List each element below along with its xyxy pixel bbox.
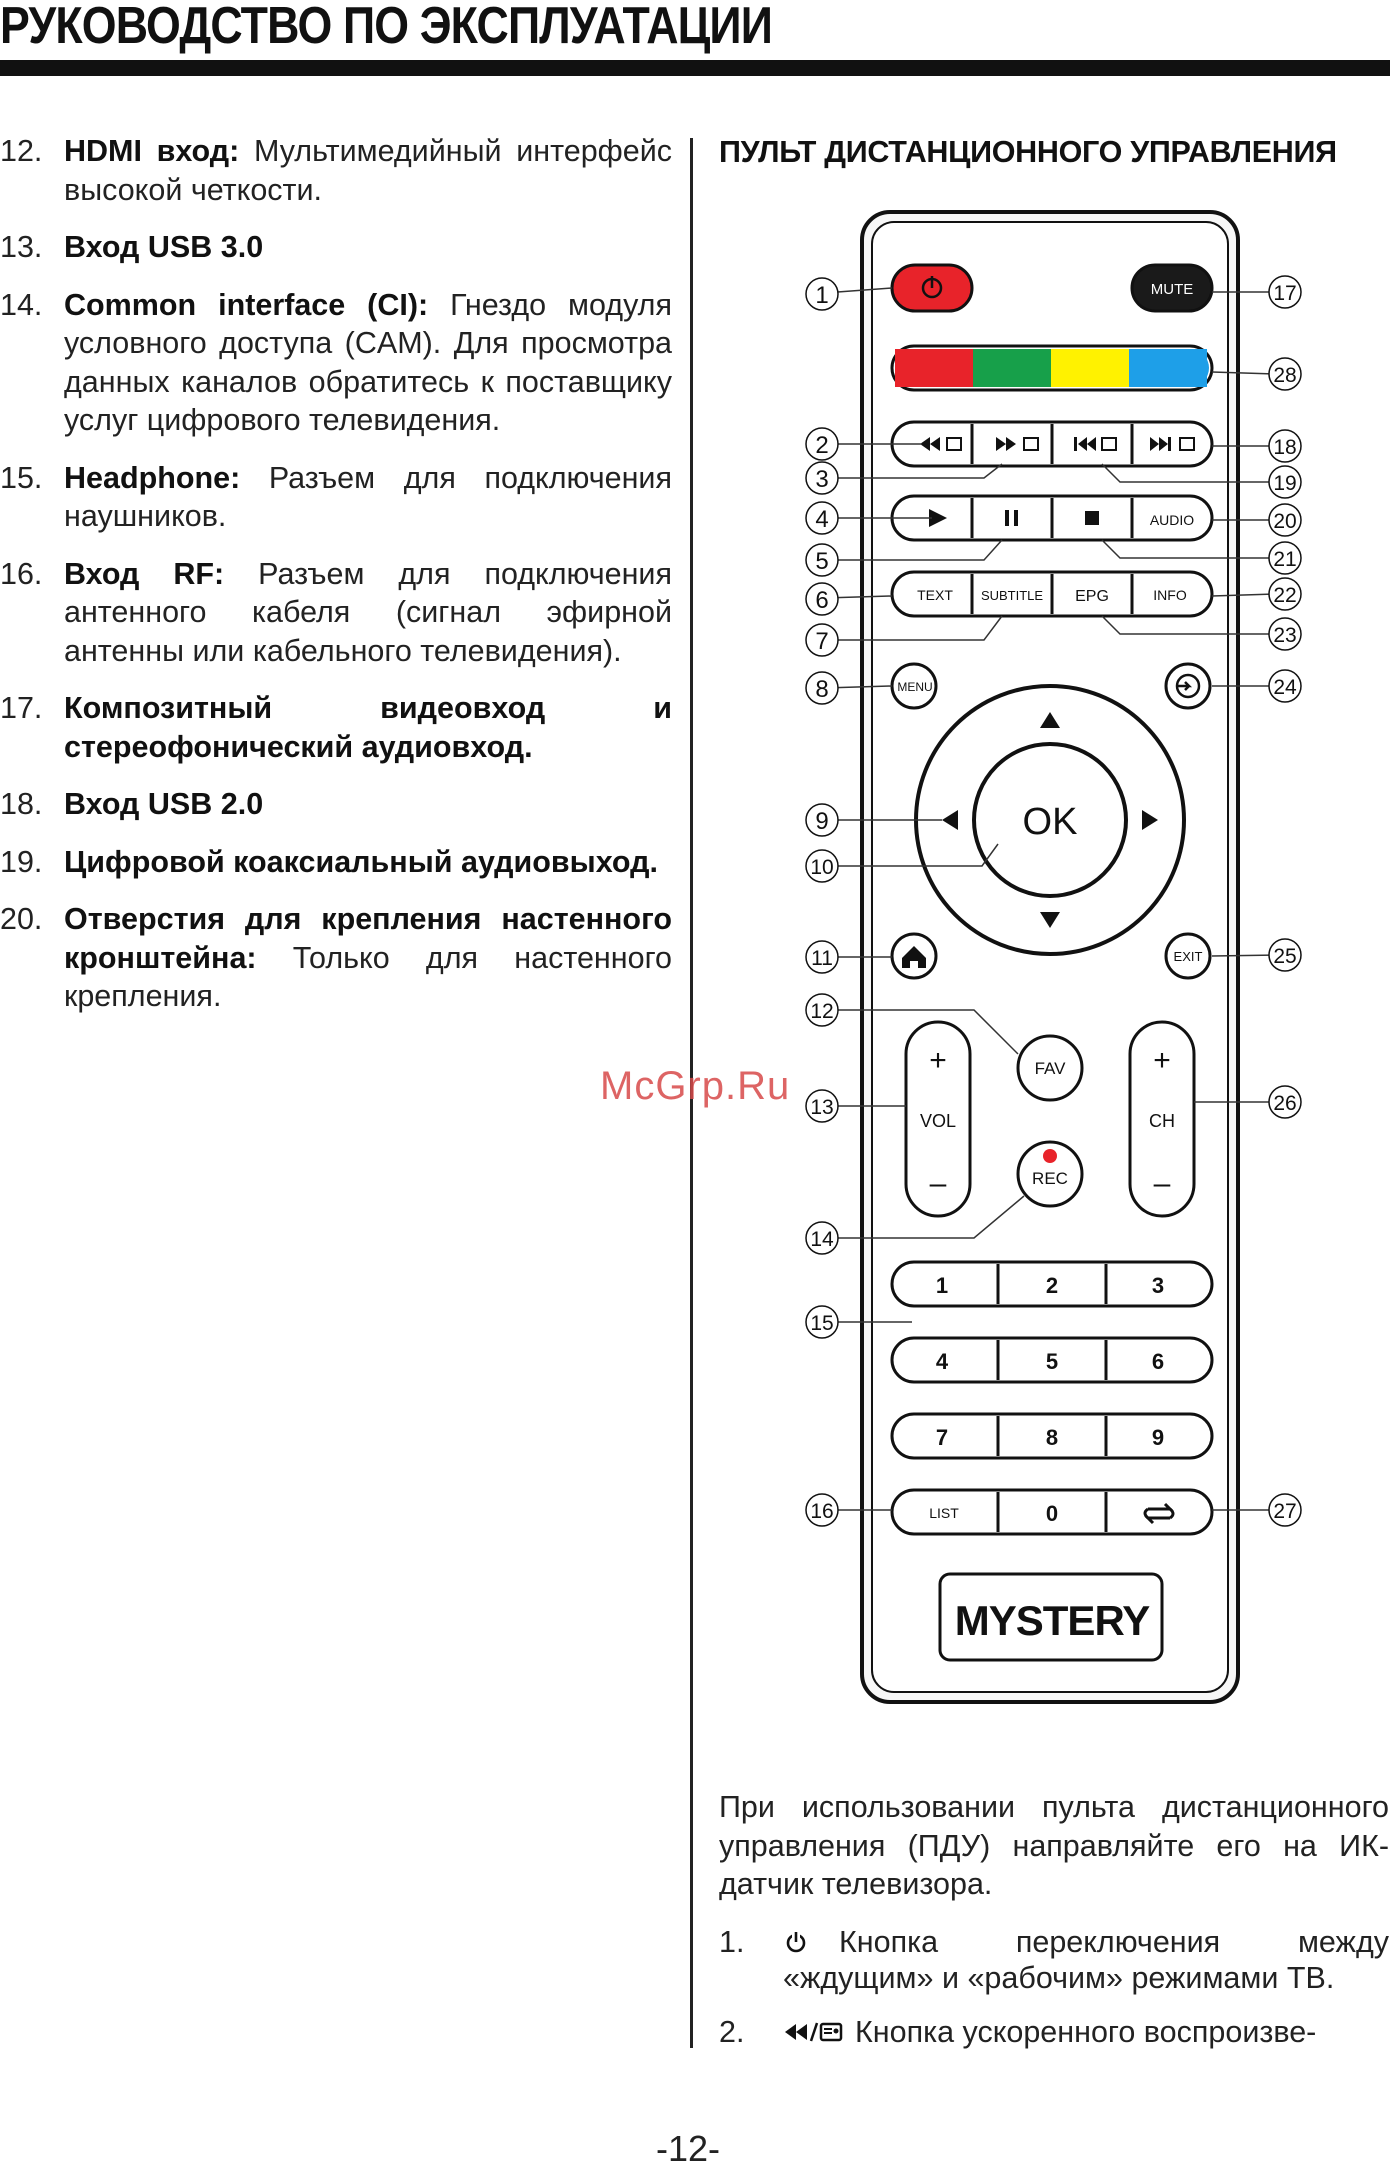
list-item (0, 286, 672, 440)
digit-2: 2 (1045, 1273, 1059, 1298)
item-text: Разъем для подключения антенного кабеля (сигнал эфирной антенны или кабельного телевидения). (64, 556, 672, 668)
menu-button (892, 664, 936, 708)
digit-3: 3 (1151, 1273, 1165, 1298)
digit-row-2 (892, 1338, 1212, 1382)
remote-section-title: ПУЛЬТ ДИСТАНЦИОННОГО УПРАВЛЕНИЯ (719, 135, 1337, 169)
callout-1 (806, 278, 838, 310)
item-number: 16. (0, 556, 43, 591)
rec-label: REC (1032, 1169, 1068, 1188)
svg-text:17: 17 (1273, 282, 1297, 305)
callout-7 (806, 624, 838, 656)
connector-list (0, 132, 672, 1035)
svg-text:8: 8 (815, 676, 829, 703)
list-item (0, 132, 672, 209)
digit-8: 8 (1045, 1425, 1059, 1450)
list-item (0, 555, 672, 671)
callout-19 (1269, 466, 1301, 498)
digit-row-4 (892, 1490, 1212, 1534)
callout-23 (1269, 618, 1301, 650)
audio-label: AUDIO (1149, 512, 1195, 528)
callout-18 (1269, 430, 1301, 462)
brand-plate (940, 1574, 1162, 1660)
channel-rocker (1130, 1022, 1194, 1216)
item-number: 18. (0, 787, 43, 821)
instruction-text: Кнопка переключения между «ждущим» и «рабочим» режимами ТВ. (783, 1925, 1389, 1995)
power-button (892, 265, 972, 311)
svg-text:28: 28 (1273, 364, 1297, 387)
fav-label: FAV (1034, 1059, 1066, 1078)
svg-text:15: 15 (810, 1312, 834, 1335)
callout-17 (1269, 276, 1301, 308)
input-source-button (1166, 664, 1210, 708)
exit-label: EXIT (1173, 949, 1203, 964)
item-term: Вход USB 3.0 (64, 230, 264, 264)
item-text: Разъем для подключения наушников. (64, 460, 672, 533)
callout-26 (1269, 1086, 1301, 1118)
callout-10 (806, 850, 838, 882)
ch-plus-label: + (1153, 1044, 1171, 1077)
info-label: INFO (1153, 587, 1187, 603)
callout-9 (806, 804, 838, 836)
item-number: 1. (719, 1925, 745, 1959)
callout-14 (806, 1222, 838, 1254)
mute-button (1132, 265, 1212, 311)
svg-text:3: 3 (815, 466, 829, 493)
svg-text:1: 1 (815, 282, 829, 309)
list-label: LIST (929, 1505, 959, 1521)
subtitle-label: SUBTITLE (980, 588, 1044, 603)
svg-text:22: 22 (1273, 584, 1297, 607)
instruction-text: Кнопка ускоренного воспроизве- (855, 2015, 1317, 2049)
svg-text:23: 23 (1273, 624, 1297, 647)
playback-row (892, 496, 1212, 540)
svg-text:12: 12 (810, 1000, 834, 1023)
item-number: 2. (719, 2015, 745, 2049)
digit-9: 9 (1151, 1425, 1165, 1450)
list-item (0, 689, 672, 766)
callout-27 (1269, 1494, 1301, 1526)
callout-20 (1269, 504, 1301, 536)
item-number: 15. (0, 460, 43, 495)
svg-text:16: 16 (810, 1500, 834, 1523)
list-item (0, 459, 672, 536)
item-term: Common interface (CI): (64, 287, 429, 322)
home-button (892, 934, 936, 978)
text-label: TEXT (917, 587, 953, 603)
callouts-left (806, 278, 838, 1526)
rec-button (1018, 1142, 1082, 1206)
digit-6: 6 (1151, 1349, 1165, 1374)
digit-1: 1 (935, 1273, 949, 1298)
callout-6 (806, 583, 838, 615)
page-header (0, 0, 1390, 76)
fav-button (1018, 1036, 1082, 1100)
text-row (892, 572, 1212, 616)
item-term: Вход USB 2.0 (64, 787, 264, 821)
list-item (0, 785, 672, 824)
navigation-pad (916, 686, 1184, 954)
svg-text:2: 2 (815, 432, 829, 459)
item-term: Композитный видеовход и стереофонический аудиовход. (64, 691, 672, 764)
power-icon (783, 1929, 809, 1955)
page-number: -12- (656, 2128, 721, 2169)
mute-label: MUTE (1150, 281, 1194, 298)
digit-0: 0 (1045, 1501, 1059, 1526)
digit-5: 5 (1045, 1349, 1059, 1374)
ok-label: OK (1022, 801, 1078, 843)
callout-16 (806, 1494, 838, 1526)
vol-minus-label: – (929, 1167, 947, 1200)
item-text: Гнездо модуля условного доступа (CAM). Для просмотра данных каналов обратитесь к поставщику услуг цифрового телевидения. (64, 287, 672, 437)
callout-22 (1269, 578, 1301, 610)
callout-12 (806, 994, 838, 1026)
callout-11 (806, 941, 838, 973)
rewind-teletext-icon (783, 2019, 843, 2045)
svg-text:10: 10 (810, 856, 834, 879)
list-item (0, 900, 672, 1016)
exit-button (1166, 934, 1210, 978)
callout-13 (806, 1090, 838, 1122)
instruction-item (719, 1924, 1389, 1996)
item-text: Только для настенного крепления. (64, 940, 672, 1013)
svg-text:9: 9 (815, 808, 829, 835)
usage-paragraph: При использовании пульта дистанционного управления (ПДУ) направляйте его на ИК-датчик телевизора. (719, 1790, 1389, 1901)
page-title: РУКОВОДСТВО ПО ЭКСПЛУАТАЦИИ (0, 0, 773, 55)
ch-minus-label: – (1153, 1167, 1171, 1200)
svg-text:21: 21 (1273, 548, 1297, 571)
callouts-right (1269, 276, 1301, 1526)
epg-label: EPG (1075, 588, 1109, 605)
header-rule (0, 60, 1390, 76)
callout-8 (806, 672, 838, 704)
callout-28 (1269, 358, 1301, 390)
item-number: 17. (0, 691, 43, 725)
item-number: 19. (0, 844, 43, 879)
record-icon (1043, 1149, 1057, 1163)
svg-text:5: 5 (815, 548, 829, 575)
callout-25 (1269, 939, 1301, 971)
vol-plus-label: + (929, 1044, 947, 1077)
color-buttons (892, 346, 1212, 390)
brand-logo: MYSTERY (954, 1597, 1150, 1644)
callout-24 (1269, 670, 1301, 702)
watermark: McGrp.Ru (600, 1064, 791, 1108)
stop-icon (1085, 511, 1099, 525)
item-term: Отверстия для крепления настенного кронштейна: (64, 902, 672, 975)
callout-15 (806, 1306, 838, 1338)
svg-text:27: 27 (1273, 1500, 1297, 1523)
svg-text:24: 24 (1273, 676, 1297, 699)
item-number: 12. (0, 134, 43, 168)
item-term: Цифровой коаксиальный аудиовыход. (64, 844, 658, 879)
svg-text:6: 6 (815, 587, 829, 614)
list-item (0, 843, 672, 882)
svg-text:19: 19 (1273, 472, 1297, 495)
svg-text:13: 13 (810, 1096, 834, 1119)
svg-text:26: 26 (1273, 1092, 1297, 1115)
svg-text:11: 11 (811, 947, 833, 970)
instruction-item (719, 2014, 1389, 2050)
svg-text:18: 18 (1273, 436, 1297, 459)
callout-5 (806, 544, 838, 576)
svg-text:4: 4 (815, 506, 829, 533)
callout-4 (806, 502, 838, 534)
callout-21 (1269, 542, 1301, 574)
list-item (0, 228, 672, 267)
svg-text:14: 14 (810, 1228, 834, 1251)
svg-text:20: 20 (1273, 510, 1297, 533)
item-number: 20. (0, 902, 43, 936)
callout-2 (806, 428, 838, 460)
digit-row-3 (892, 1414, 1212, 1458)
digit-7: 7 (935, 1425, 949, 1450)
item-term: HDMI вход: (64, 134, 240, 168)
item-term: Вход RF: (64, 556, 225, 591)
item-text: Мультимедийный интерфейс высокой четкости. (64, 134, 672, 207)
menu-label: MENU (897, 680, 933, 694)
svg-text:7: 7 (815, 628, 829, 655)
item-term: Headphone: (64, 460, 241, 495)
item-number: 14. (0, 287, 43, 322)
remote-control-diagram (752, 200, 1342, 1710)
volume-rocker (906, 1022, 970, 1216)
digit-row-1 (892, 1262, 1212, 1306)
digit-4: 4 (935, 1349, 949, 1374)
transport-row (892, 422, 1212, 466)
vol-label: VOL (919, 1111, 957, 1131)
ch-label: CH (1149, 1111, 1175, 1131)
item-number: 13. (0, 230, 43, 264)
callout-3 (806, 462, 838, 494)
svg-text:25: 25 (1273, 945, 1297, 968)
